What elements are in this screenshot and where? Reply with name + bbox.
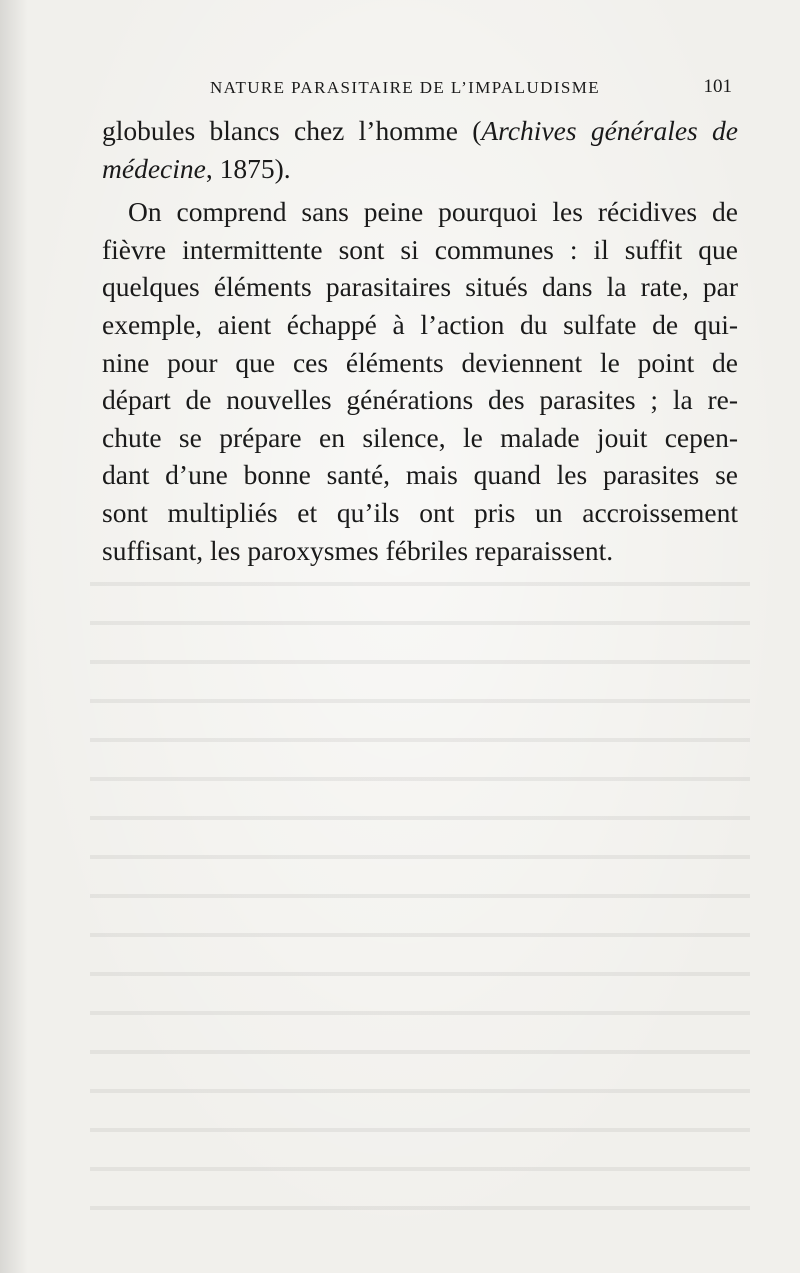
body-text xyxy=(102,112,738,569)
text-line: dant d’une bonne santé, mais quand les parasites se xyxy=(102,459,738,491)
show-through-bleed xyxy=(90,560,750,1220)
text-line: chute se prépare en silence, le malade jouit cepen- xyxy=(102,421,738,453)
text-line xyxy=(102,150,738,188)
text-segment: , 1875). xyxy=(205,152,291,184)
italic-citation: médecine xyxy=(102,152,206,184)
text-line: sont multipliés et qu’ils ont pris un accroissement xyxy=(102,496,738,528)
text-segment: globules blancs chez l’homme ( xyxy=(102,115,482,146)
running-header xyxy=(100,76,736,104)
italic-citation: Archives générales de xyxy=(481,115,738,146)
text-line: On comprend sans peine pourquoi les récidives de xyxy=(128,196,738,228)
text-line: nine pour que ces éléments deviennent le point de xyxy=(102,346,738,378)
text-line: départ de nouvelles générations des parasites ; la re- xyxy=(102,384,738,416)
text-line: quelques éléments parasitaires situés dans la rate, par xyxy=(102,271,738,303)
gutter-shadow xyxy=(0,0,28,1273)
text-line: suffisant, les paroxysmes fébriles reparaissent. xyxy=(102,534,614,566)
text-line: exemple, aient échappé à l’action du sulfate de qui- xyxy=(102,308,738,340)
text-line: fièvre intermittente sont si communes : il suffit que xyxy=(102,233,738,265)
text-line xyxy=(102,112,738,150)
running-title: NATURE PARASITAIRE DE L’IMPALUDISME xyxy=(210,78,601,97)
page-number: 101 xyxy=(703,76,732,97)
